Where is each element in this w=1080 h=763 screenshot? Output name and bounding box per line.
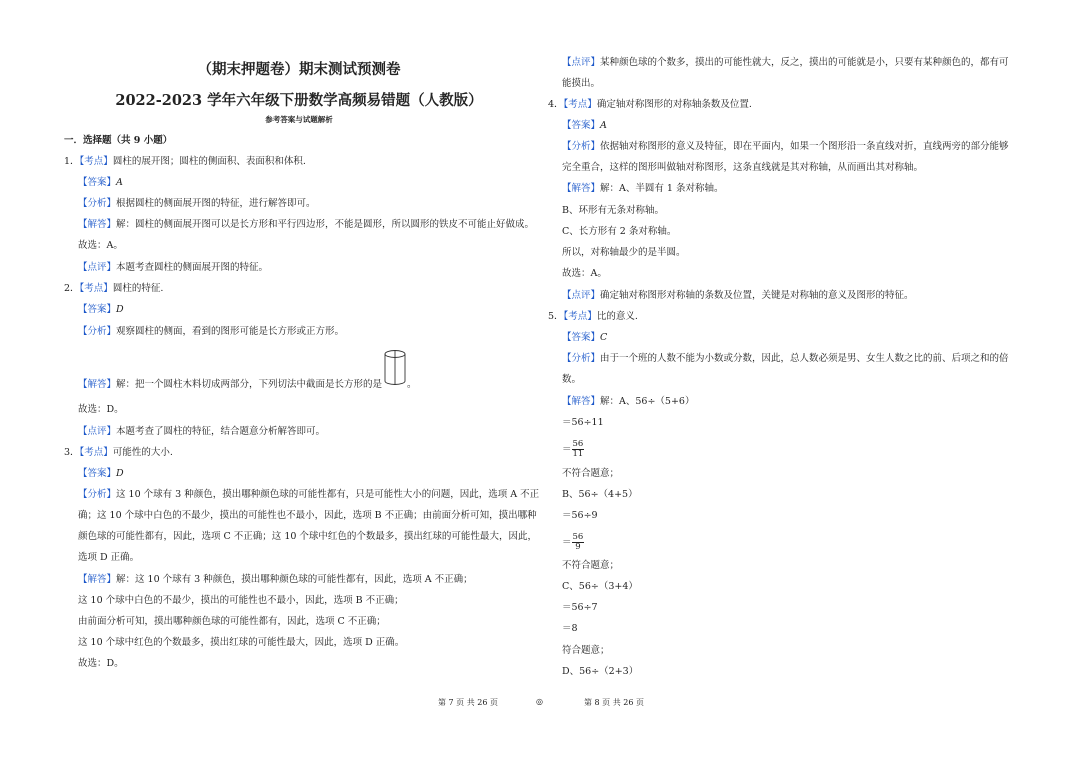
q1-dianping-text: 本题考查圆柱的侧面展开图的特征。 <box>116 262 269 273</box>
q2-daan <box>78 303 124 317</box>
q5-number: 5． <box>548 311 564 322</box>
q3-fenxi-4: 选项 D 正确。 <box>78 552 140 563</box>
q2-fenxi-text: 观察圆柱的侧面，看到的图形可能是长方形或正方形。 <box>116 326 345 337</box>
q3-kaodian-text: 可能性的大小. <box>112 447 173 458</box>
q3-number: 3． <box>64 447 80 458</box>
footer-left-page: 第 7 页 共 26 页 <box>438 698 498 707</box>
a-numerator: 56 <box>572 439 584 449</box>
q4-dianping-text: 确定轴对称图形对称轴的条数及位置，关键是对称轴的意义及图形的特征。 <box>600 290 914 301</box>
q1-number: 1． <box>64 156 80 167</box>
tag-fenxi: 【分析】 <box>78 198 117 209</box>
tag-fenxi: 【分析】 <box>562 141 601 152</box>
q5-fenxi-2: 数。 <box>562 374 582 385</box>
tag-daan: 【答案】 <box>78 304 117 315</box>
tag-kaodian: 【考点】 <box>79 447 113 458</box>
q2-daan-text: D <box>116 304 124 315</box>
q3-jieda-text-1: 解：这 10 个球有 3 种颜色，摸出哪种颜色球的可能性都有，因此，选项 A 不正确； <box>116 574 473 585</box>
q4-daan <box>562 119 607 133</box>
q1-dianping <box>78 261 268 275</box>
q5-fenxi-1 <box>562 352 1009 366</box>
q2-dianping <box>78 425 325 439</box>
cylinder-cut-figure <box>383 349 407 387</box>
q4-kaodian <box>548 98 752 112</box>
q4-fenxi-1 <box>562 140 1009 154</box>
tag-jieda: 【解答】 <box>562 183 601 194</box>
q3-kaodian <box>64 446 173 460</box>
q4-fenxi-text-1: 依据轴对称图形的意义及特征，即在平面内，如果一个图形沿一条直线对折，直线两旁的部分能够 <box>600 141 1009 152</box>
q5-daan <box>562 331 607 345</box>
b-numerator: 56 <box>572 532 584 542</box>
q3-dianping-1 <box>562 56 1009 70</box>
tag-kaodian: 【考点】 <box>79 283 113 294</box>
page-subtitle-title: 2022-2023 学年六年级下册数学高频易错题（人教版） <box>115 92 483 109</box>
q1-gu: 故选：A。 <box>78 240 123 251</box>
q4-jieda-1 <box>562 182 723 196</box>
b-conclusion: 不符合题意； <box>562 560 620 571</box>
tag-dianping: 【点评】 <box>562 57 601 68</box>
d-step-1: D、56÷（2+3） <box>562 666 639 677</box>
answer-caption: 参考答案与试题解析 <box>265 115 333 124</box>
q4-jieda-4: 所以，对称轴最少的是半圆。 <box>562 247 686 258</box>
q2-kaodian-text: 圆柱的特征. <box>112 283 164 294</box>
q4-number: 4． <box>548 99 564 110</box>
tag-jieda: 【解答】 <box>78 379 117 390</box>
q5-fenxi-text-1: 由于一个班的人数不能为小数或分数，因此，总人数必须是男、女生人数之比的前、后项之和的倍 <box>600 353 1009 364</box>
tag-dianping: 【点评】 <box>78 262 117 273</box>
q2-jieda-text: 解：把一个圆柱木料切成两部分，下列切法中截面是长方形的是 <box>116 379 383 390</box>
q3-daan <box>78 467 124 481</box>
q3-fenxi-2: 确；这 10 个球中白色的不最少，摸出的可能性也不最小，因此，选项 B 不正确；由前面分析可知，摸出哪种 <box>78 510 537 521</box>
q5-jieda <box>562 395 694 409</box>
q3-jieda-4: 这 10 个球中红色的个数最多，摸出红球的可能性最大，因此，选项 D 正确。 <box>78 637 405 648</box>
a-conclusion: 不符合题意； <box>562 468 620 479</box>
tag-dianping: 【点评】 <box>78 426 117 437</box>
q2-kaodian <box>64 282 163 296</box>
a-step-3 <box>562 440 584 459</box>
tag-fenxi: 【分析】 <box>78 489 117 500</box>
q4-jieda-text-1: 解：A、半圆有 1 条对称轴。 <box>600 183 724 194</box>
tag-kaodian: 【考点】 <box>79 156 113 167</box>
b-equals: ＝ <box>562 537 572 548</box>
q5-daan-text: C <box>600 332 608 343</box>
c-conclusion: 符合题意； <box>562 645 610 656</box>
tag-kaodian: 【考点】 <box>563 99 597 110</box>
q3-jieda-2: 这 10 个球中白色的不最少，摸出的可能性也不最小，因此，选项 B 不正确； <box>78 595 404 606</box>
b-fraction <box>572 533 585 552</box>
q2-dianping-text: 本题考查了圆柱的特征，结合题意分析解答即可。 <box>116 426 326 437</box>
q2-fenxi <box>78 325 344 339</box>
tag-dianping: 【点评】 <box>562 290 601 301</box>
q4-fenxi-2: 完全重合，这样的图形叫做轴对称图形，这条直线就是其对称轴，从而画出其对称轴。 <box>562 162 924 173</box>
b-step-2: ＝56÷9 <box>562 510 598 521</box>
b-denominator: 9 <box>575 542 581 552</box>
q1-fenxi <box>78 197 316 211</box>
q2-number: 2． <box>64 283 80 294</box>
q4-gu: 故选：A。 <box>562 268 607 279</box>
q5-jieda-text: 解：A、56÷（5+6） <box>600 396 695 407</box>
tag-daan: 【答案】 <box>562 120 601 131</box>
c-step-3: ＝8 <box>562 623 578 634</box>
q4-dianping <box>562 289 914 303</box>
a-fraction <box>572 440 585 459</box>
q3-jieda-3: 由前面分析可知，摸出哪种颜色球的可能性都有，因此，选项 C 不正确； <box>78 616 386 627</box>
q1-kaodian <box>64 155 306 169</box>
a-equals: ＝ <box>562 444 572 455</box>
q5-kaodian <box>548 310 638 324</box>
q3-dianping-2: 能摸出。 <box>562 78 601 89</box>
b-step-3 <box>562 533 584 552</box>
tag-jieda: 【解答】 <box>78 574 117 585</box>
q1-fenxi-text: 根据圆柱的侧面展开图的特征，进行解答即可。 <box>116 198 316 209</box>
q3-fenxi-text-1: 这 10 个球有 3 种颜色，摸出哪种颜色球的可能性都有，只是可能性大小的问题，因此，选项 A 不正 <box>116 489 540 500</box>
a-step-2: ＝56÷11 <box>562 417 604 428</box>
tag-daan: 【答案】 <box>78 177 117 188</box>
q1-daan <box>78 176 123 190</box>
tag-daan: 【答案】 <box>562 332 601 343</box>
q4-daan-text: A <box>600 120 607 131</box>
q2-jieda <box>78 378 382 392</box>
q4-jieda-2: B、环形有无条对称轴。 <box>562 205 664 216</box>
q1-kaodian-text: 圆柱的展开图；圆柱的侧面积、表面积和体积. <box>112 156 306 167</box>
tag-daan: 【答案】 <box>78 468 117 479</box>
q3-gu: 故选：D。 <box>78 658 124 669</box>
a-denominator: 11 <box>572 449 584 459</box>
tag-jieda: 【解答】 <box>78 219 117 230</box>
c-step-2: ＝56÷7 <box>562 602 598 613</box>
q2-gu: 故选：D。 <box>78 404 124 415</box>
tag-kaodian: 【考点】 <box>563 311 597 322</box>
q1-jieda-text: 解：圆柱的侧面展开图可以是长方形和平行四边形，不能是圆形，所以圆形的铁皮不可能止好做成。 <box>116 219 535 230</box>
footer-center-mark: ◎ <box>536 697 543 706</box>
q3-fenxi-1 <box>78 488 539 502</box>
q1-jieda <box>78 218 534 232</box>
section-heading: 一．选择题（共 9 小题） <box>64 135 173 146</box>
tag-fenxi: 【分析】 <box>562 353 601 364</box>
q3-fenxi-3: 颜色球的可能性都有，因此，选项 C 不正确；这 10 个球中红色的个数最多，摸出红球的可能性最大，因此， <box>78 531 537 542</box>
q3-jieda-1 <box>78 573 473 587</box>
q1-daan-text: A <box>116 177 123 188</box>
q3-daan-text: D <box>116 468 124 479</box>
b-step-1: B、56÷（4+5） <box>562 489 638 500</box>
q4-kaodian-text: 确定轴对称图形的对称轴条数及位置. <box>596 99 752 110</box>
q4-jieda-3: C、长方形有 2 条对称轴。 <box>562 226 677 237</box>
c-step-1: C、56÷（3+4） <box>562 581 638 592</box>
footer-right-page: 第 8 页 共 26 页 <box>584 698 644 707</box>
q5-kaodian-text: 比的意义. <box>596 311 638 322</box>
q3-dianping-text-1: 某种颜色球的个数多，摸出的可能性就大，反之，摸出的可能就是小，只要有某种颜色的，都有可 <box>600 57 1009 68</box>
page-title: （期末押题卷）期末测试预测卷 <box>197 61 401 78</box>
q2-jieda-end: 。 <box>407 379 417 390</box>
tag-jieda: 【解答】 <box>562 396 601 407</box>
tag-fenxi: 【分析】 <box>78 326 117 337</box>
